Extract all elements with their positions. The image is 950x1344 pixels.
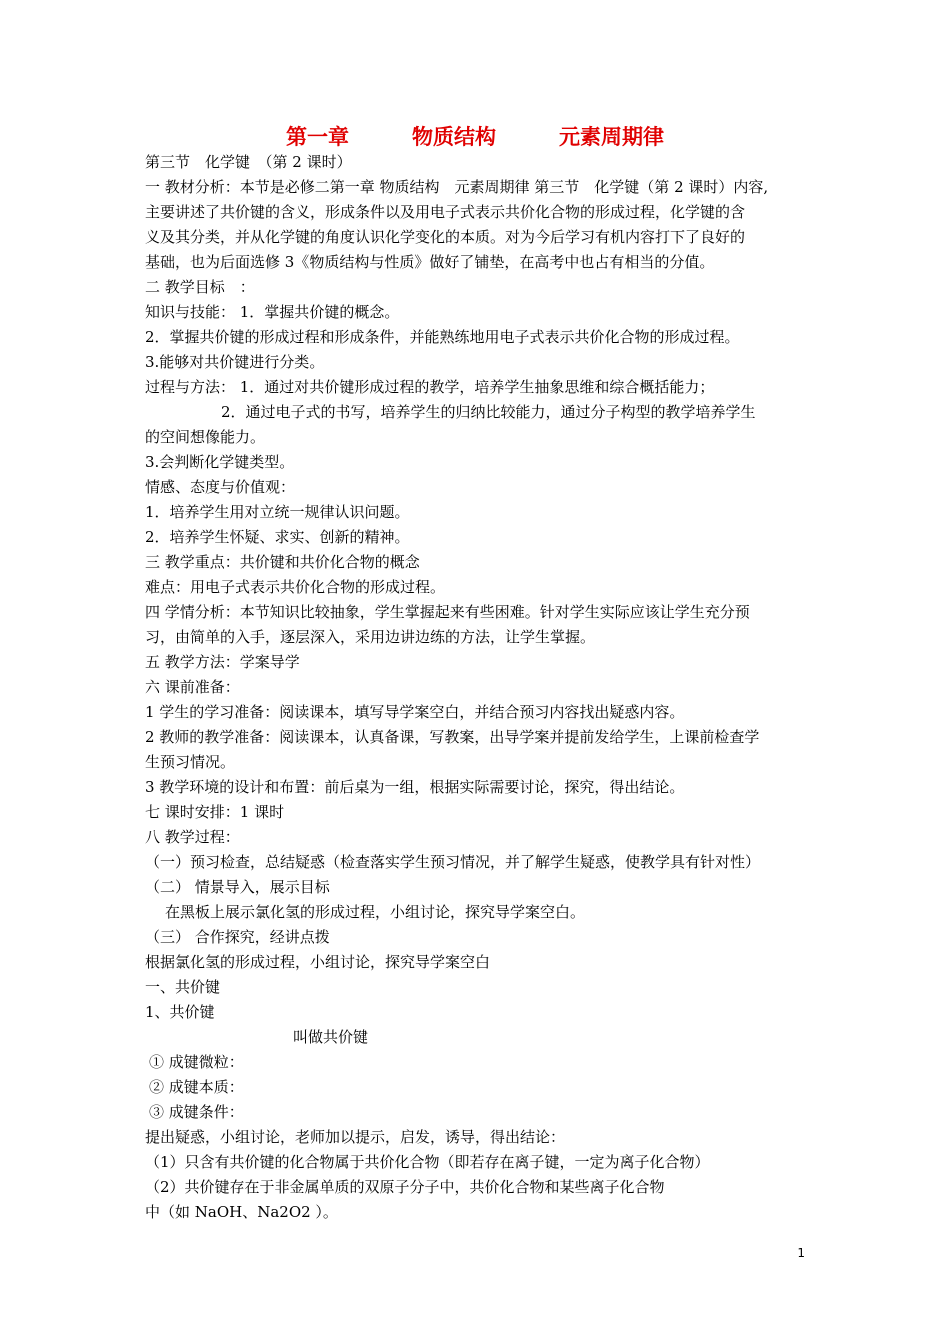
paragraph-line: （一）预习检查，总结疑惑（检查落实学生预习情况，并了解学生疑惑，使教学具有针对性）	[145, 853, 761, 871]
paragraph-line: 生预习情况。	[145, 753, 236, 771]
paragraph-line: 3 教学环境的设计和布置：前后桌为一组，根据实际需要讨论，探究，得出结论。	[145, 778, 685, 796]
paragraph-line: 六 课前准备：	[145, 678, 240, 696]
paragraph-line: 1 学生的学习准备：阅读课本，填写导学案空白，并结合预习内容找出疑惑内容。	[145, 703, 685, 721]
list-item: ② 成键本质：	[149, 1078, 244, 1096]
paragraph-line: 一 教材分析：本节是必修二第一章 物质结构 元素周期律 第三节 化学键（第 2 课时）内容,	[145, 178, 769, 196]
paragraph-line: 根据氯化氢的形成过程，小组讨论，探究导学案空白	[145, 953, 491, 971]
paragraph-line: 叫做共价键	[293, 1028, 369, 1046]
list-item: ① 成键微粒：	[149, 1053, 244, 1071]
paragraph-line: 在黑板上展示氯化氢的形成过程，小组讨论，探究导学案空白。	[165, 903, 586, 921]
paragraph-line: 四 学情分析：本节知识比较抽象，学生掌握起来有些困难。针对学生实际应该让学生充分预	[145, 603, 750, 621]
paragraph-line: 二 教学目标 ：	[145, 278, 255, 296]
paragraph-line: 1、共价键	[145, 1003, 215, 1021]
section-heading: 第三节 化学键 （第 2 课时）	[145, 153, 352, 171]
paragraph-line: 2．掌握共价键的形成过程和形成条件，并能熟练地用电子式表示共价化合物的形成过程。	[145, 328, 740, 346]
paragraph-line: 中（如 NaOH、Na2O2 ）。	[145, 1203, 338, 1221]
paragraph-line: 2 教师的教学准备：阅读课本，认真备课，写教案，出导学案并提前发给学生，上课前检查学	[145, 728, 760, 746]
chapter-title: 第一章 物质结构 元素周期律	[286, 125, 664, 149]
paragraph-line: 三 教学重点：共价键和共价化合物的概念	[145, 553, 420, 571]
document-body	[145, 150, 815, 1225]
page-number: 1	[797, 1246, 805, 1260]
paragraph-line: 一、共价键	[145, 978, 221, 996]
paragraph-line: 义及其分类，并从化学键的角度认识化学变化的本质。对为今后学习有机内容打下了良好的	[145, 228, 746, 246]
paragraph-line: （二） 情景导入，展示目标	[145, 878, 330, 896]
paragraph-line: 习，由简单的入手，逐层深入，采用边讲边练的方法，让学生掌握。	[145, 628, 596, 646]
paragraph-line: 基础，也为后面选修 3《物质结构与性质》做好了铺垫，在高考中也占有相当的分值。	[145, 253, 715, 271]
paragraph-line: 2．培养学生怀疑、求实、创新的精神。	[145, 528, 410, 546]
paragraph-line: 难点：用电子式表示共价化合物的形成过程。	[145, 578, 446, 596]
paragraph-line: （2）共价键存在于非金属单质的双原子分子中，共价化合物和某些离子化合物	[145, 1178, 665, 1196]
paragraph-line: 过程与方法： 1．通过对共价键形成过程的教学，培养学生抽象思维和综合概括能力；	[145, 378, 715, 396]
paragraph-line: 八 教学过程：	[145, 828, 240, 846]
paragraph-line: 五 教学方法：学案导学	[145, 653, 300, 671]
paragraph-line: 3.能够对共价键进行分类。	[145, 353, 325, 371]
paragraph-line: 的空间想像能力。	[145, 428, 266, 446]
paragraph-line: （三） 合作探究，经讲点拨	[145, 928, 330, 946]
paragraph-line: 主要讲述了共价键的含义，形成条件以及用电子式表示共价化合物的形成过程，化学键的含	[145, 203, 746, 221]
paragraph-line: 1．培养学生用对立统一规律认识问题。	[145, 503, 410, 521]
paragraph-line: 七 课时安排：1 课时	[145, 803, 285, 821]
paragraph-line: （1）只含有共价键的化合物属于共价化合物（即若存在离子键，一定为离子化合物）	[145, 1153, 710, 1171]
paragraph-line: 知识与技能： 1．掌握共价键的概念。	[145, 303, 400, 321]
list-item: ③ 成键条件：	[149, 1103, 244, 1121]
paragraph-line: 提出疑惑，小组讨论，老师加以提示，启发，诱导，得出结论：	[145, 1128, 566, 1146]
paragraph-line: 3.会判断化学键类型。	[145, 453, 295, 471]
paragraph-line: 2．通过电子式的书写，培养学生的归纳比较能力，通过分子构型的教学培养学生	[221, 403, 756, 421]
paragraph-line: 情感、态度与价值观：	[145, 478, 296, 496]
